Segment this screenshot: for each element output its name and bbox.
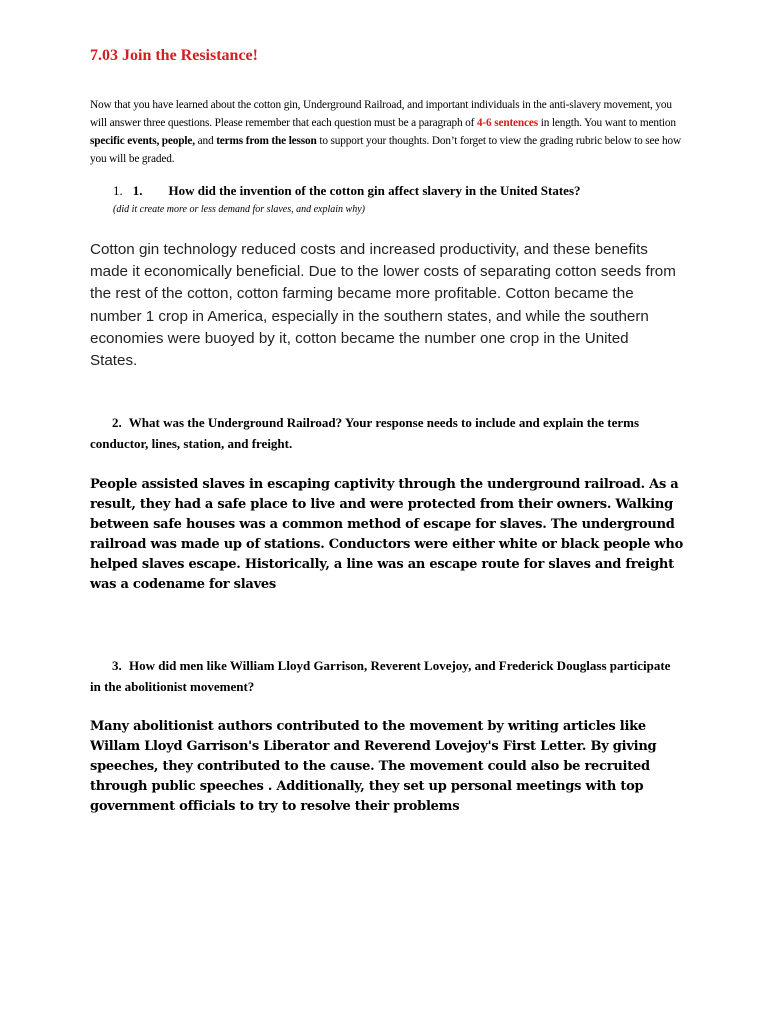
question-2-number: 2. bbox=[112, 415, 122, 430]
question-3 bbox=[90, 656, 680, 697]
intro-bold-terms: terms from the lesson bbox=[216, 135, 317, 147]
answer-1: Cotton gin technology reduced costs and increased productivity, and these benefits made it economically beneficial. Due to the lower costs of separating cotton seeds from the rest of the cotton, cotton farming became more profitable. Cotton became the number 1 crop in America, especially in the southern states, and while the southern economies were buoyed by it, cotton became the number one crop in the United States. bbox=[90, 241, 676, 370]
intro-text-1: Now that you have learned about the cotton gin, Underground Railroad, and important individuals in the anti-slavery movement, you will answer three questions. Please remember that each question must be a paragraph of bbox=[90, 99, 672, 129]
question-3-text: How did men like William Lloyd Garrison, Reverent Lovejoy, and Frederick Douglass participate in the abolitionist movement? bbox=[90, 658, 671, 694]
question-1-hint: (did it create more or less demand for slaves, and explain why) bbox=[113, 204, 365, 215]
answer-2: People assisted slaves in escaping captivity through the underground railroad. As a result, they had a safe place to live and were protected from their owners. Walking between safe houses was a common method of escape for slaves. The underground railroad was made up of stations. Conductors were either white or black people who helped slaves escape. Historically, a line was an escape route for slaves and freight was a codename for slaves bbox=[90, 477, 683, 592]
intro-text-4: to support your thoughts. Don’t forget to view the grading rubric below to see how you will be graded. bbox=[90, 135, 681, 165]
question-1-text: How did the invention of the cotton gin affect slavery in the United States? bbox=[168, 183, 581, 198]
instructions-paragraph bbox=[90, 96, 690, 168]
intro-text-3: and bbox=[194, 135, 217, 147]
question-1-list-number: 1. bbox=[113, 183, 123, 198]
question-1-number: 1. bbox=[132, 183, 143, 198]
question-1 bbox=[113, 183, 581, 199]
question-2 bbox=[90, 413, 680, 454]
question-2-text: What was the Underground Railroad? Your response needs to include and explain the terms conductor, lines, station, and freight. bbox=[90, 415, 640, 451]
intro-text-2: in length. You want to mention bbox=[538, 117, 676, 129]
sentence-count-highlight: 4-6 sentences bbox=[476, 117, 539, 129]
answer-3: Many abolitionist authors contributed to the movement by writing articles like Willam Lloyd Garrison's Liberator and Reverend Lovejoy's First Letter. By giving speeches, they contributed to the cause. The movement could also be recruited through public speeches . Additionally, they set up personal meetings with top government officials to try to resolve their problems bbox=[90, 719, 657, 814]
document-title: 7.03 Join the Resistance! bbox=[90, 47, 258, 64]
question-3-number: 3. bbox=[112, 658, 122, 673]
intro-bold-events-people: specific events, people, bbox=[90, 135, 195, 147]
